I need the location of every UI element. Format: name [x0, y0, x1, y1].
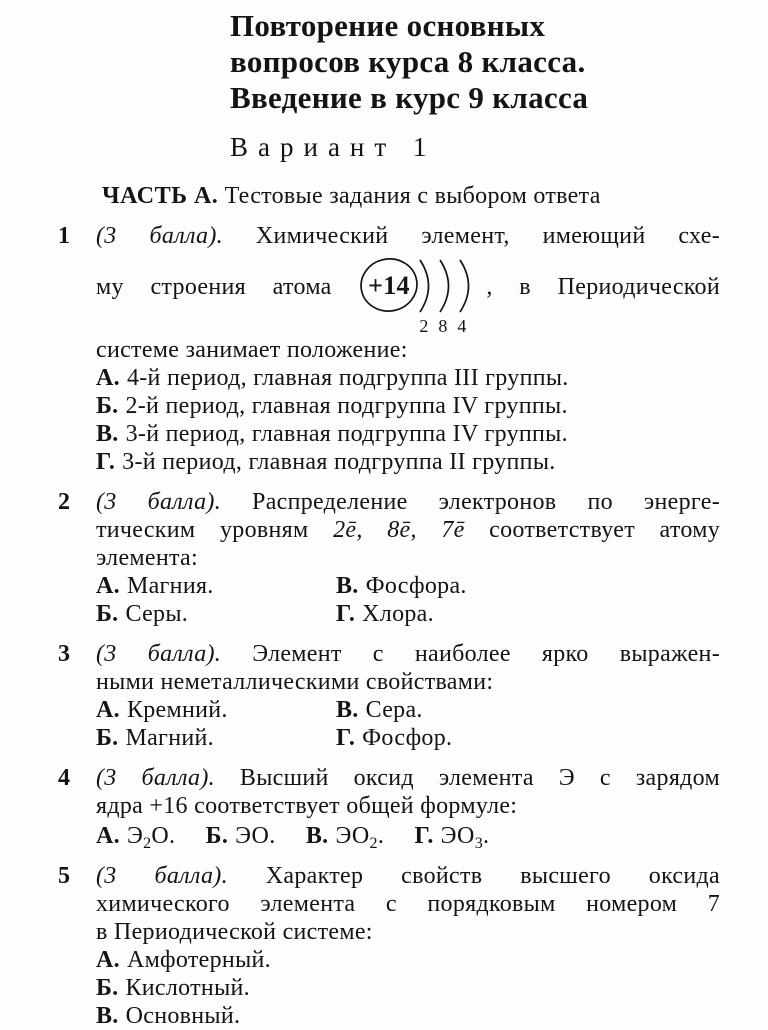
formula-subscript: 3 — [474, 835, 484, 852]
option-text: Сера. — [365, 697, 423, 723]
question-3-number: 3 — [58, 641, 71, 667]
title-line-2: вопросов курса 8 класса. — [230, 44, 586, 79]
formula-subscript: 2 — [143, 835, 152, 852]
option-letter: Г. — [414, 823, 434, 849]
option-text: 2-й период, главная подгруппа IV группы. — [125, 393, 568, 419]
question-2-option-g — [336, 600, 434, 628]
question-2-option-v — [336, 572, 467, 600]
formula-tail: . — [269, 823, 276, 849]
option-text: Магния. — [126, 573, 214, 599]
question-1-number: 1 — [58, 223, 71, 249]
question-2-line-2-seg3: соответствует атому — [464, 517, 720, 543]
option-letter: Б. — [96, 393, 119, 419]
formula-tail: О. — [151, 823, 176, 849]
question-2-option-row-1 — [96, 572, 720, 600]
question-5-option-b — [96, 974, 720, 1002]
option-text: Фосфора. — [365, 573, 467, 599]
option-letter: А. — [96, 697, 120, 723]
question-2-line-2-seg1: тическим уровням — [96, 517, 334, 543]
electron-distribution: 2ē, 8ē, 7ē — [333, 517, 465, 543]
question-4 — [58, 764, 720, 850]
question-1-atom-line — [96, 254, 720, 334]
question-2-line-1 — [96, 488, 720, 516]
question-3-option-a — [96, 696, 336, 724]
question-1-line-1 — [96, 222, 720, 250]
question-3-line-2: ными неметаллическими свойствами: — [96, 669, 494, 695]
question-5-number: 5 — [58, 863, 71, 889]
question-3-option-row-1 — [96, 696, 720, 724]
question-5-option-v — [96, 1002, 720, 1030]
question-1-option-g — [96, 448, 720, 476]
question-1-option-a — [96, 364, 720, 392]
question-3 — [58, 640, 720, 752]
question-5-text: Характер свойств высшего оксида — [227, 863, 720, 889]
question-2-option-b — [96, 600, 336, 628]
question-2 — [58, 488, 720, 628]
formula-base: ЭО — [440, 823, 475, 849]
question-5 — [58, 862, 720, 1030]
option-letter: Б. — [96, 601, 119, 627]
formula-subscript: 2 — [369, 835, 378, 852]
option-text: Кислотный. — [125, 975, 250, 1001]
option-letter: Б. — [205, 823, 229, 849]
question-2-number: 2 — [58, 489, 71, 515]
question-4-option-v — [305, 823, 385, 852]
variant-label: Вариант 1 — [230, 132, 437, 162]
option-text: 4-й период, главная подгруппа III группы. — [126, 365, 569, 391]
question-4-body — [96, 764, 720, 850]
question-3-body — [96, 640, 720, 752]
option-letter: А. — [96, 823, 120, 849]
option-text: Кремний. — [126, 697, 228, 723]
electron-shell-arc-2 — [440, 260, 449, 312]
title-line-3: Введение в курс 9 класса — [230, 80, 589, 115]
atom-scheme-diagram — [358, 254, 486, 334]
question-4-text: Высший оксид элемента Э с зарядом — [214, 765, 720, 791]
question-4-option-b — [206, 823, 276, 849]
shell-electrons-1: 2 — [419, 316, 429, 334]
question-3-option-b — [96, 724, 336, 752]
option-letter: Г. — [96, 449, 116, 475]
title-line-1: Повторение основных — [230, 8, 546, 43]
option-text: 3-й период, главная подгруппа II группы. — [122, 449, 556, 475]
formula-base: ЭО — [335, 823, 370, 849]
question-3-line-1 — [96, 640, 720, 668]
question-4-options — [96, 822, 720, 850]
question-5-line-1 — [96, 862, 720, 890]
question-3-points: (3 балла). — [96, 641, 222, 667]
electron-shell-arc-1 — [420, 260, 429, 312]
question-4-points: (3 балла). — [96, 765, 215, 791]
question-5-points: (3 балла). — [96, 863, 228, 889]
question-5-body — [96, 862, 720, 1030]
formula-base: ЭО — [235, 823, 270, 849]
shell-electrons-3: 4 — [457, 316, 467, 334]
formula-base: Э — [126, 823, 144, 849]
question-2-option-a — [96, 572, 336, 600]
question-3-option-v — [336, 696, 423, 724]
question-4-number: 4 — [58, 765, 71, 791]
option-text: Фосфор. — [362, 725, 453, 751]
option-text: Основный. — [125, 1003, 241, 1029]
question-3-text: Элемент с наиболее ярко выражен- — [221, 641, 720, 667]
question-1-line-3: системе занимает положение: — [96, 337, 408, 363]
question-1-points: (3 балла). — [96, 223, 223, 249]
nucleus-charge: +14 — [368, 271, 411, 300]
option-letter: В. — [305, 823, 329, 849]
section-heading-rest: Тестовые задания с выбором ответа — [218, 183, 601, 209]
option-letter: В. — [336, 697, 359, 723]
option-letter: А. — [96, 365, 120, 391]
question-4-line-2: ядра +16 соответствует общей формуле: — [96, 793, 518, 819]
option-letter: В. — [336, 573, 359, 599]
question-3-option-row-2 — [96, 724, 720, 752]
option-letter: В. — [96, 421, 119, 447]
option-letter: Б. — [96, 725, 119, 751]
option-letter: Б. — [96, 975, 119, 1001]
electron-shell-arc-3 — [460, 260, 469, 312]
question-1-atom-line-after: , в Периодической — [486, 274, 720, 300]
option-text: Магний. — [125, 725, 214, 751]
option-text: Серы. — [125, 601, 189, 627]
option-letter: А. — [96, 947, 120, 973]
question-5-line-3: в Периодической системе: — [96, 919, 373, 945]
question-1-option-v — [96, 420, 720, 448]
question-2-points: (3 балла). — [96, 489, 222, 515]
question-4-option-a — [96, 823, 176, 852]
option-letter: В. — [96, 1003, 119, 1029]
option-letter: Г. — [336, 601, 356, 627]
question-3-option-g — [336, 724, 452, 752]
question-5-option-a — [96, 946, 720, 974]
formula-tail: . — [483, 823, 490, 849]
option-letter: Г. — [336, 725, 356, 751]
question-1-text: Химический элемент, имеющий схе- — [222, 223, 720, 249]
option-text: Амфотерный. — [126, 947, 271, 973]
section-heading — [102, 183, 720, 210]
question-2-line-3: элемента: — [96, 545, 198, 571]
question-2-body — [96, 488, 720, 628]
question-4-line-1 — [96, 764, 720, 792]
formula-tail: . — [377, 823, 385, 849]
option-letter: А. — [96, 573, 120, 599]
question-2-text: Распределение электронов по энерге- — [221, 489, 721, 515]
option-text: 3-й период, главная подгруппа IV группы. — [125, 421, 568, 447]
shell-electrons-2: 8 — [438, 316, 448, 334]
section-heading-bold: ЧАСТЬ А. — [102, 183, 219, 209]
question-2-option-row-2 — [96, 600, 720, 628]
page-title — [230, 8, 720, 116]
question-2-line-2 — [96, 516, 720, 544]
question-1-option-b — [96, 392, 720, 420]
option-text: Хлора. — [362, 601, 434, 627]
question-1-body — [96, 222, 720, 476]
question-1-atom-line-before: му строения атома — [96, 274, 332, 300]
question-1 — [58, 222, 720, 476]
question-4-option-g — [414, 823, 490, 852]
question-5-line-2: химического элемента с порядковым номером 7 — [96, 891, 720, 917]
